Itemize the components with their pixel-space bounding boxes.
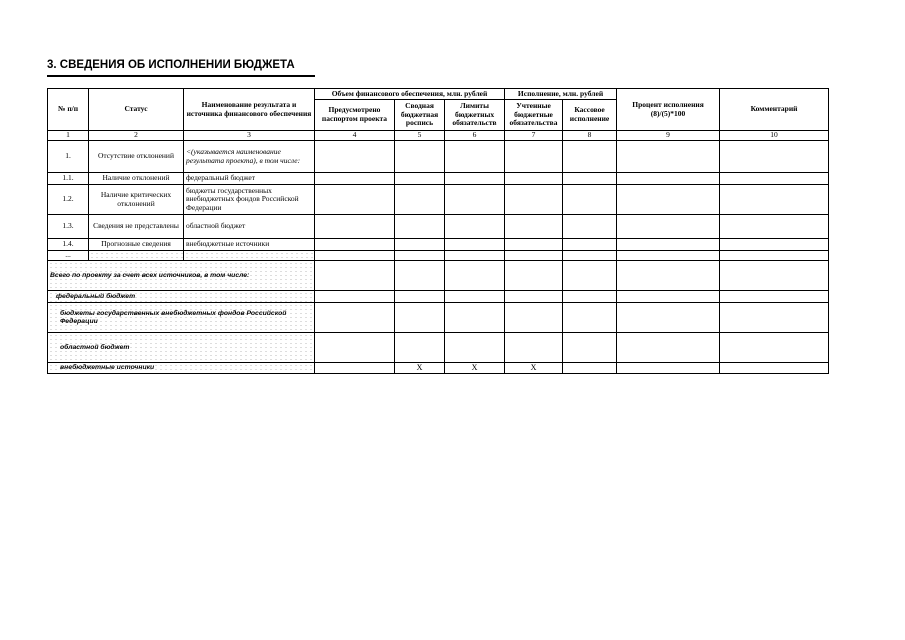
table-row (48, 185, 829, 215)
cell-cash (563, 251, 617, 261)
row-status: Отсутствие отклонений (89, 141, 184, 173)
title-underline (47, 75, 315, 77)
budget-execution-table (47, 88, 829, 374)
header-accounted: Учтенные бюджетные обязательства (505, 100, 563, 131)
cell-planned (315, 215, 395, 239)
x-mark-consolidated: X (395, 363, 445, 374)
cell-cash (563, 291, 617, 303)
row-status: Наличие критических отклонений (89, 185, 184, 215)
cell-comment (720, 141, 829, 173)
cell-limits (445, 261, 505, 291)
cell-percent (617, 261, 720, 291)
header-name: Наименование результата и источника финансового обеспечения (184, 89, 315, 131)
section-title: 3. СВЕДЕНИЯ ОБ ИСПОЛНЕНИИ БЮДЖЕТА (47, 59, 295, 71)
cell-consolidated (395, 261, 445, 291)
cell-limits (445, 291, 505, 303)
cell-planned (315, 303, 395, 333)
cell-limits (445, 333, 505, 363)
cell-percent (617, 141, 720, 173)
cell-accounted (505, 251, 563, 261)
cell-planned (315, 261, 395, 291)
cell-comment (720, 173, 829, 185)
cell-percent (617, 239, 720, 251)
col-number: 3 (184, 131, 315, 141)
cell-comment (720, 291, 829, 303)
summary-regional-label: областной бюджет (48, 333, 315, 363)
cell-accounted (505, 239, 563, 251)
row-status: Прогнозные сведения (89, 239, 184, 251)
cell-comment (720, 303, 829, 333)
summary-row (48, 303, 829, 333)
cell-limits (445, 173, 505, 185)
row-name: федеральный бюджет (184, 173, 315, 185)
cell-percent (617, 173, 720, 185)
x-mark-limits: X (445, 363, 505, 374)
col-number: 8 (563, 131, 617, 141)
summary-federal-label: федеральный бюджет (48, 291, 315, 303)
summary-funds-label: бюджеты государственных внебюджетных фондов Российской Федерации (48, 303, 315, 333)
cell-percent (617, 363, 720, 374)
table-row (48, 239, 829, 251)
row-name: областной бюджет (184, 215, 315, 239)
cell-cash (563, 303, 617, 333)
row-status (89, 251, 184, 261)
cell-comment (720, 333, 829, 363)
cell-planned (315, 363, 395, 374)
cell-cash (563, 239, 617, 251)
header-num: № п/п (48, 89, 89, 131)
cell-planned (315, 173, 395, 185)
cell-consolidated (395, 333, 445, 363)
cell-accounted (505, 215, 563, 239)
cell-consolidated (395, 215, 445, 239)
cell-limits (445, 303, 505, 333)
cell-limits (445, 185, 505, 215)
summary-row (48, 363, 829, 374)
row-num: ... (48, 251, 89, 261)
summary-extra-label: внебюджетные источники (48, 363, 315, 374)
cell-percent (617, 185, 720, 215)
row-num: 1.4. (48, 239, 89, 251)
header-cash: Кассовое исполнение (563, 100, 617, 131)
summary-row (48, 261, 829, 291)
col-number: 6 (445, 131, 505, 141)
table-row (48, 173, 829, 185)
cell-percent (617, 291, 720, 303)
cell-accounted (505, 261, 563, 291)
cell-percent (617, 215, 720, 239)
cell-cash (563, 173, 617, 185)
cell-consolidated (395, 291, 445, 303)
cell-comment (720, 215, 829, 239)
cell-planned (315, 291, 395, 303)
cell-planned (315, 251, 395, 261)
row-name: бюджеты государственных внебюджетных фондов Российской Федерации (184, 185, 315, 215)
cell-accounted (505, 185, 563, 215)
header-limits: Лимиты бюджетных обязательств (445, 100, 505, 131)
cell-limits (445, 239, 505, 251)
cell-consolidated (395, 141, 445, 173)
cell-accounted (505, 303, 563, 333)
table-row (48, 215, 829, 239)
cell-planned (315, 141, 395, 173)
column-number-row (48, 131, 829, 141)
row-status: Наличие отклонений (89, 173, 184, 185)
cell-accounted (505, 141, 563, 173)
header-volume-group: Объем финансового обеспечения, млн. рублей (315, 89, 505, 100)
cell-comment (720, 239, 829, 251)
cell-percent (617, 251, 720, 261)
row-name (184, 251, 315, 261)
header-planned: Предусмотрено паспортом проекта (315, 100, 395, 131)
cell-comment (720, 185, 829, 215)
cell-consolidated (395, 185, 445, 215)
cell-limits (445, 215, 505, 239)
cell-accounted (505, 173, 563, 185)
cell-percent (617, 333, 720, 363)
cell-planned (315, 185, 395, 215)
table-row (48, 251, 829, 261)
cell-cash (563, 185, 617, 215)
cell-limits (445, 141, 505, 173)
header-consolidated: Сводная бюджетная роспись (395, 100, 445, 131)
summary-total-label: Всего по проекту за счет всех источников, в том числе: (48, 261, 315, 291)
row-num: 1. (48, 141, 89, 173)
header-comment: Комментарий (720, 89, 829, 131)
cell-cash (563, 215, 617, 239)
cell-cash (563, 141, 617, 173)
summary-row (48, 333, 829, 363)
summary-row (48, 291, 829, 303)
cell-consolidated (395, 239, 445, 251)
row-num: 1.1. (48, 173, 89, 185)
col-number: 5 (395, 131, 445, 141)
col-number: 10 (720, 131, 829, 141)
row-num: 1.2. (48, 185, 89, 215)
row-name: внебюджетные источники (184, 239, 315, 251)
cell-consolidated (395, 173, 445, 185)
header-percent: Процент исполнения (8)/(5)*100 (617, 89, 720, 131)
cell-accounted (505, 291, 563, 303)
col-number: 1 (48, 131, 89, 141)
cell-cash (563, 363, 617, 374)
cell-accounted (505, 333, 563, 363)
col-number: 2 (89, 131, 184, 141)
table-row (48, 141, 829, 173)
cell-cash (563, 261, 617, 291)
cell-comment (720, 261, 829, 291)
cell-limits (445, 251, 505, 261)
header-execution-group: Исполнение, млн. рублей (505, 89, 617, 100)
row-num: 1.3. (48, 215, 89, 239)
cell-consolidated (395, 303, 445, 333)
row-status: Сведения не представлены (89, 215, 184, 239)
cell-comment (720, 251, 829, 261)
row-name: <(указывается наименование результата проекта), в том числе: (184, 141, 315, 173)
cell-cash (563, 333, 617, 363)
cell-consolidated (395, 251, 445, 261)
cell-comment (720, 363, 829, 374)
x-mark-accounted: X (505, 363, 563, 374)
cell-percent (617, 303, 720, 333)
header-status: Статус (89, 89, 184, 131)
col-number: 7 (505, 131, 563, 141)
cell-planned (315, 239, 395, 251)
cell-planned (315, 333, 395, 363)
col-number: 9 (617, 131, 720, 141)
col-number: 4 (315, 131, 395, 141)
